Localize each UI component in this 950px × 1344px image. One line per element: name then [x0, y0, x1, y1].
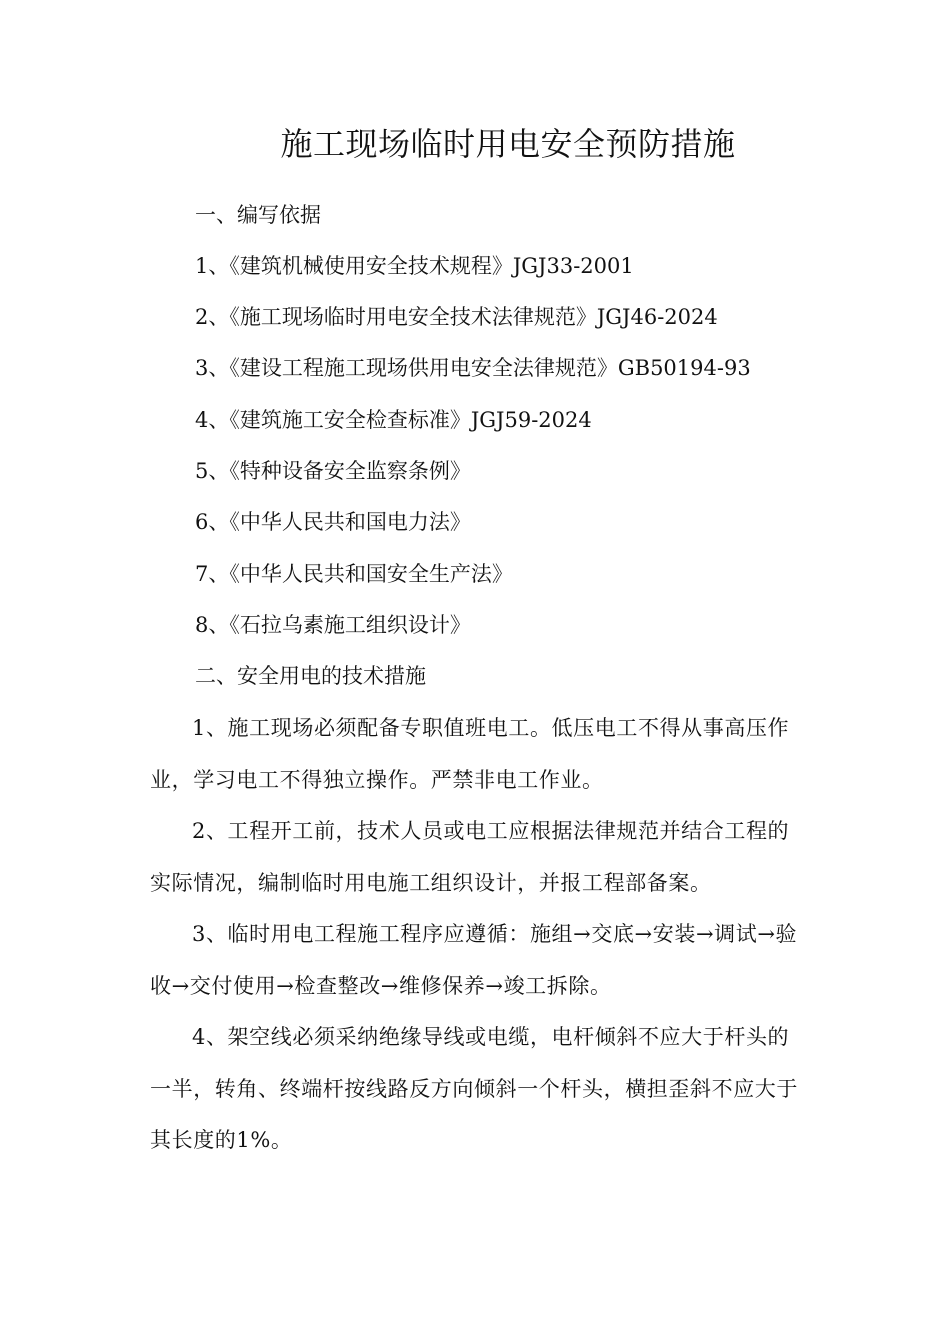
- measure-paragraph: 2、工程开工前，技术人员或电工应根据法律规范并结合工程的实际情况，编制临时用电施工组织设计，并报工程部备案。: [150, 819, 790, 895]
- document-title: 施工现场临时用电安全预防措施: [280, 125, 736, 163]
- reference-item: 7、《中华人民共和国安全生产法》: [195, 562, 513, 586]
- section-heading-measures: 二、安全用电的技术措施: [195, 664, 426, 688]
- reference-item: 4、《建筑施工安全检查标准》JGJ59-2024: [195, 408, 592, 432]
- reference-item: 3、《建设工程施工现场供用电安全法律规范》GB50194-93: [195, 356, 751, 380]
- reference-item: 6、《中华人民共和国电力法》: [195, 510, 471, 534]
- reference-item: 1、《建筑机械使用安全技术规程》JGJ33-2001: [195, 254, 634, 278]
- measure-paragraph: 4、架空线必须采纳绝缘导线或电缆，电杆倾斜不应大于杆头的一半，转角、终端杆按线路反方向倾斜一个杆头，横担歪斜不应大于其长度的1%。: [150, 1025, 798, 1152]
- section-heading-basis: 一、编写依据: [195, 203, 321, 227]
- measure-paragraph: 3、临时用电工程施工程序应遵循：施组→交底→安装→调试→验收→交付使用→检查整改→维修保养→竣工拆除。: [150, 922, 798, 998]
- reference-item: 5、《特种设备安全监察条例》: [195, 459, 471, 483]
- measure-paragraph: 1、施工现场必须配备专职值班电工。低压电工不得从事高压作业，学习电工不得独立操作。严禁非电工作业。: [150, 716, 790, 792]
- reference-item: 8、《石拉乌素施工组织设计》: [195, 613, 471, 637]
- reference-item: 2、《施工现场临时用电安全技术法律规范》JGJ46-2024: [195, 305, 718, 329]
